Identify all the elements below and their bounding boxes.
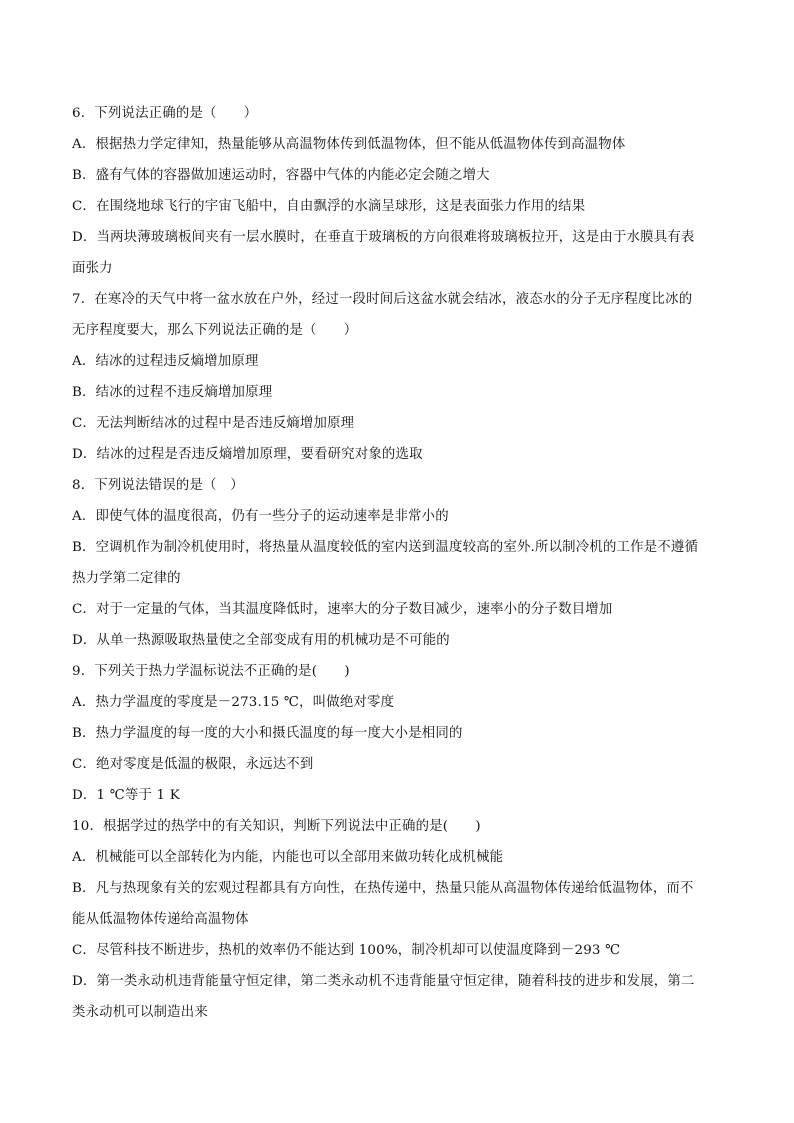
question-9-option-c: C．绝对零度是低温的极限，永远达不到	[72, 757, 314, 772]
question-6-option-a: A．根据热力学定律知，热量能够从高温物体传到低温物体，但不能从低温物体传到高温物体	[72, 137, 626, 152]
question-6-stem: 6．下列说法正确的是（ ）	[72, 106, 258, 121]
question-10-option-c: C．尽管科技不断进步，热机的效率仍不能达到 100%，制冷机却可以使温度降到－293 ℃	[72, 943, 621, 958]
question-6-option-d-cont: 面张力	[72, 261, 113, 276]
question-10-option-d-cont: 类永动机可以制造出来	[72, 1005, 208, 1020]
question-10-option-b-cont: 能从低温物体传递给高温物体	[72, 912, 249, 927]
question-9-option-d: D．1 ℃等于 1 K	[72, 788, 180, 803]
question-9-option-b: B．热力学温度的每一度的大小和摄氏温度的每一度大小是相同的	[72, 726, 463, 741]
question-7-option-d: D．结冰的过程是否违反熵增加原理，要看研究对象的选取	[72, 447, 423, 462]
question-10-option-a: A．机械能可以全部转化为内能，内能也可以全部用来做功转化成机械能	[72, 850, 504, 865]
question-7-option-c: C．无法判断结冰的过程中是否违反熵增加原理	[72, 416, 355, 431]
question-8-option-b: B．空调机作为制冷机使用时，将热量从温度较低的室内送到温度较高的室外.所以制冷机的工作是不遵循	[72, 540, 699, 555]
question-9-stem: 9．下列关于热力学温标说法不正确的是( )	[72, 664, 350, 679]
question-6-option-d: D．当两块薄玻璃板间夹有一层水膜时，在垂直于玻璃板的方向很难将玻璃板拉开，这是由于水膜具有表	[72, 230, 695, 245]
question-8-stem: 8．下列说法错误的是（ ）	[72, 478, 244, 493]
question-7-stem-cont: 无序程度要大，那么下列说法正确的是（ ）	[72, 323, 358, 338]
question-7-option-b: B．结冰的过程不违反熵增加原理	[72, 385, 273, 400]
question-10-option-b: B．凡与热现象有关的宏观过程都具有方向性，在热传递中，热量只能从高温物体传递给低温物体，而不	[72, 881, 694, 896]
question-10-stem: 10．根据学过的热学中的有关知识，判断下列说法中正确的是( )	[72, 819, 481, 834]
question-9-option-a: A．热力学温度的零度是－273.15 ℃，叫做绝对零度	[72, 695, 395, 710]
question-7-stem: 7．在寒冷的天气中将一盆水放在户外，经过一段时间后这盆水就会结冰，液态水的分子无序程度比冰的	[72, 292, 693, 307]
question-6-option-b: B．盛有气体的容器做加速运动时，容器中气体的内能必定会随之增大	[72, 168, 490, 183]
question-7-option-a: A．结冰的过程违反熵增加原理	[72, 354, 259, 369]
question-10-option-d: D．第一类永动机违背能量守恒定律，第二类永动机不违背能量守恒定律，随着科技的进步和发展，第二	[72, 974, 695, 989]
question-8-option-b-cont: 热力学第二定律的	[72, 571, 181, 586]
question-8-option-a: A．即使气体的温度很高，仍有一些分子的运动速率是非常小的	[72, 509, 449, 524]
question-8-option-c: C．对于一定量的气体，当其温度降低时，速率大的分子数目减少，速率小的分子数目增加	[72, 602, 613, 617]
question-8-option-d: D．从单一热源吸取热量使之全部变成有用的机械功是不可能的	[72, 633, 450, 648]
question-6-option-c: C．在围绕地球飞行的宇宙飞船中，自由飘浮的水滴呈球形，这是表面张力作用的结果	[72, 199, 586, 214]
